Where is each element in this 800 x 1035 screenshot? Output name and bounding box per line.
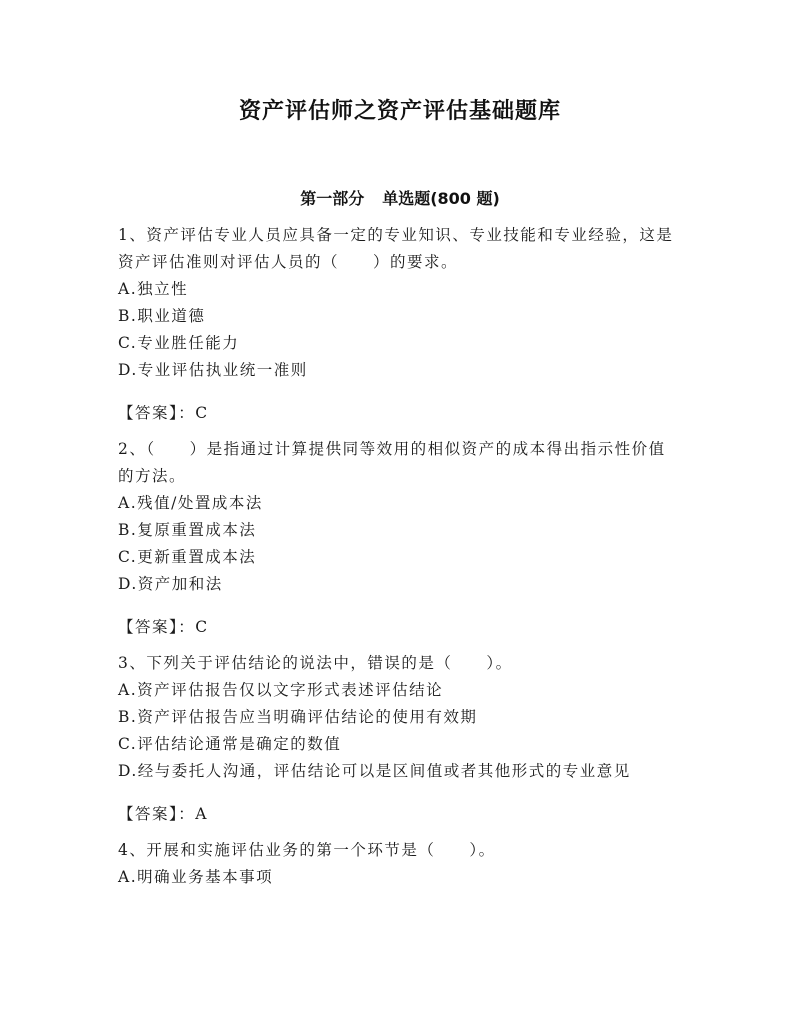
option-a: A.明确业务基本事项: [118, 868, 274, 886]
answer-value: C: [195, 404, 209, 422]
option-a: A.独立性: [118, 280, 189, 298]
section-heading: [0, 186, 800, 209]
question-3: [118, 650, 678, 828]
option-d: D.经与委托人沟通，评估结论可以是区间值或者其他形式的专业意见: [118, 762, 631, 780]
document-title: 资产评估师之资产评估基础题库: [238, 99, 561, 124]
question-stem: 2、（ ）是指通过计算提供同等效用的相似资产的成本得出指示性价值的方法。: [118, 440, 666, 485]
question-1: [118, 222, 678, 427]
option-d: D.专业评估执业统一准则: [118, 361, 308, 379]
question-stem: 1、资产评估专业人员应具备一定的专业知识、专业技能和专业经验，这是资产评估准则对评估人员的（ ）的要求。: [118, 226, 674, 271]
answer-label: 【答案】：: [118, 404, 196, 422]
question-2: [118, 436, 678, 641]
answer-value: A: [195, 805, 208, 823]
question-stem: 4、开展和实施评估业务的第一个环节是（ ）。: [118, 841, 496, 859]
option-a: A.残值/处置成本法: [118, 494, 263, 512]
option-d: D.资产加和法: [118, 575, 223, 593]
question-4: [118, 837, 678, 891]
option-c: C.专业胜任能力: [118, 334, 240, 352]
answer-value: C: [195, 618, 209, 636]
section-heading-text: 单选题(800 题): [382, 189, 500, 208]
answer-label: 【答案】：: [118, 618, 196, 636]
question-stem: 3、下列关于评估结论的说法中，错误的是（ ）。: [118, 654, 513, 672]
answer-line: [118, 614, 678, 641]
answer-line: [118, 400, 678, 427]
option-c: C.评估结论通常是确定的数值: [118, 735, 342, 753]
option-b: B.资产评估报告应当明确评估结论的使用有效期: [118, 708, 478, 726]
option-b: B.职业道德: [118, 307, 206, 325]
question-list: [118, 222, 678, 891]
option-c: C.更新重置成本法: [118, 548, 257, 566]
section-part: 第一部分: [300, 189, 365, 208]
option-b: B.复原重置成本法: [118, 521, 257, 539]
answer-line: [118, 801, 678, 828]
answer-label: 【答案】：: [118, 805, 196, 823]
option-a: A.资产评估报告仅以文字形式表述评估结论: [118, 681, 444, 699]
